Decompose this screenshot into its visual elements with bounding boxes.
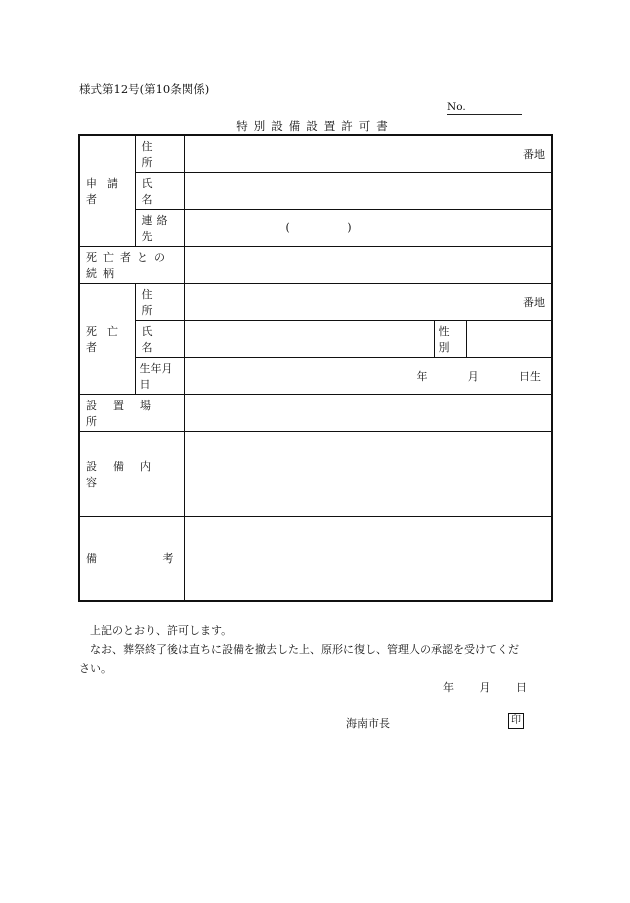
relation-field[interactable]	[184, 246, 552, 283]
deceased-address-label: 住 所	[135, 283, 184, 320]
equipment-label: 設備内容	[79, 431, 184, 516]
document-number-label: No.	[447, 101, 466, 113]
remarks-label-cell	[79, 516, 184, 601]
dob-day-label: 日生	[519, 369, 541, 383]
remarks-label-left: 備	[86, 552, 97, 566]
permit-form-table	[78, 134, 553, 602]
applicant-address-field[interactable]	[184, 135, 552, 172]
contact-parens: ( )	[285, 221, 352, 234]
applicant-name-label: 氏 名	[135, 172, 184, 209]
permit-note-line-3: さい。	[79, 662, 112, 675]
equipment-field[interactable]	[184, 431, 552, 516]
dob-month-label: 月	[467, 369, 479, 383]
deceased-address-field[interactable]	[184, 283, 552, 320]
deceased-sex-field[interactable]	[466, 320, 552, 357]
permit-note-line-1: 上記のとおり、許可します。	[90, 624, 233, 637]
relation-label: 死亡者との続柄	[79, 246, 184, 283]
applicant-name-field[interactable]	[184, 172, 552, 209]
form-number: 様式第12号(第10条関係)	[79, 82, 210, 96]
remarks-field[interactable]	[184, 516, 552, 601]
document-title: 特別設備設置許可書	[236, 119, 394, 133]
applicant-contact-label: 連絡先	[135, 209, 184, 246]
applicant-section-label: 申請者	[79, 135, 135, 246]
dob-year-label: 年	[416, 369, 428, 383]
applicant-address-suffix: 番地	[523, 147, 545, 161]
seal-stamp: 印	[508, 713, 524, 729]
deceased-sex-label: 性別	[434, 320, 466, 357]
document-number-field[interactable]	[447, 101, 522, 115]
issue-date: 年 月 日	[443, 681, 527, 694]
deceased-dob-label: 生年月日	[135, 357, 184, 394]
remarks-label-right: 考	[162, 552, 174, 566]
deceased-address-suffix: 番地	[523, 295, 545, 309]
permit-note-line-2: なお、葬祭終了後は直ちに設備を撤去した上、原形に復し、管理人の承認を受けてくだ	[90, 643, 519, 656]
applicant-address-label: 住 所	[135, 135, 184, 172]
deceased-dob-field[interactable]	[184, 357, 552, 394]
deceased-name-label: 氏 名	[135, 320, 184, 357]
location-label: 設置場所	[79, 394, 184, 431]
mayor-title: 海南市長	[346, 717, 390, 730]
deceased-name-field[interactable]	[184, 320, 434, 357]
deceased-section-label: 死亡者	[79, 283, 135, 394]
location-field[interactable]	[184, 394, 552, 431]
applicant-contact-field[interactable]	[184, 209, 552, 246]
